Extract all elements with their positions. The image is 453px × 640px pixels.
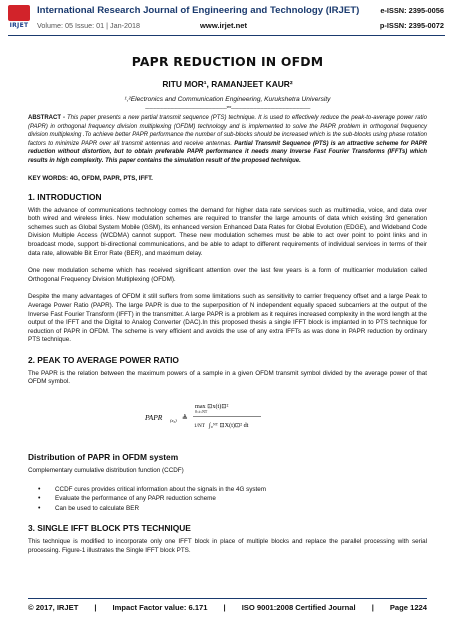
section-heading-papr: 2. PEAK TO AVERAGE POWER RATIO <box>28 354 179 365</box>
journal-header <box>0 0 453 40</box>
list-item: • CCDF cures provides critical information about the signals in the 4G system <box>28 485 427 495</box>
paper-body <box>28 50 427 565</box>
footer-copyright: © 2017, IRJET <box>28 603 79 612</box>
abstract-text: This paper presents a new partial transmit sequence (PTS) technique. It is used to effectively reduce the peak-to-average power ratio (PAPR) in orthogonal frequency division multiplexing (OFDM) technology and is implemented to solve the PAPR problem in orthogonal frequency division multiplexing .To achieve better PAPR performance the number of sub-blocks should be increased which is the sub-blocks using phase rotation factors to minimize PAPR over all transmit antennas and receive antennas. <box>28 115 427 147</box>
list-item: • Can be used to calculate BER <box>28 504 427 514</box>
subsection-heading-distribution: Distribution of PAPR in OFDM system <box>28 452 179 463</box>
abstract <box>28 114 427 166</box>
papr-paragraph: The PAPR is the relation between the maximum powers of a sample in a given OFDM transmit symbol divided by the average power of that OFDM symbol. <box>28 369 427 386</box>
footer-divider <box>28 598 427 599</box>
journal-website-link[interactable]: www.irjet.net <box>200 21 247 30</box>
footer-iso: ISO 9001:2008 Certified Journal <box>241 603 356 612</box>
formula-defeq: ≜ <box>181 414 188 423</box>
section-heading-single-ifft: 3. SINGLE IFFT BLOCK PTS TECHNIQUE <box>28 523 191 534</box>
abstract-separator: ----------------------------------------------------------------------***-------------------------------------------------------------------- <box>144 106 311 112</box>
papr-equation <box>143 397 313 437</box>
author-affiliation: ¹,²Electronics and Communication Engineering, Kurukshetra University <box>124 96 331 103</box>
irjet-logo <box>8 5 30 31</box>
formula-lhs-sub: (x₀) <box>169 418 177 424</box>
footer-page-number: Page 1224 <box>389 603 427 612</box>
e-issn: e-ISSN: 2395-0056 <box>380 6 444 15</box>
logo-text: IRJET <box>9 22 29 29</box>
formula-numerator: max ⊡x(t)⊡² <box>194 403 228 411</box>
intro-paragraph-1: With the advance of communications technology comes the demand for higher data rate services such as multimedia, voice, and data over both wired and wireless links. New modulation schemes are required to transfer the large amounts of data which existing 3rd generation schemes such as Global System Mobile (GSM), its enhanced version Enhanced Data Rates for Global Evolution (EDGE), and Wideband Code Division Multiple Access (WCDMA) cannot support. These new modulation schemes must be able to act over point to point links and in broadcast mode, support bi-directional communications, and be able to adapt to different requirements of individual services in terms of their data rate, allowable Bit Error Rate (BER), and maximum delay. <box>28 206 427 257</box>
abstract-label: ABSTRACT - <box>28 115 68 121</box>
logo-emblem-icon <box>8 5 30 21</box>
header-divider <box>8 35 445 36</box>
footer-sep: | <box>223 603 226 612</box>
paper-authors: RITU MOR¹, RAMANJEET KAUR² <box>162 79 293 89</box>
formula-lhs: PAPR <box>144 413 162 423</box>
formula-denominator: ∫₀ᴺᵀ ⊡X(t)⊡² dt <box>208 422 248 430</box>
page-footer <box>28 598 427 612</box>
single-ifft-paragraph: This technique is modified to incorporate only one IFFT block in place of multiple blocks and replace the parallel processing with serial processing. Figure-1 illustrates the Single IFFT block PTS. <box>28 538 427 555</box>
list-item: • Evaluate the performance of any PAPR reduction scheme <box>28 494 427 504</box>
footer-impact-factor: Impact Factor value: 6.171 <box>112 603 208 612</box>
ccdf-paragraph: Complementary cumulative distribution function (CCDF) <box>28 467 184 475</box>
footer-sep: | <box>94 603 97 612</box>
formula-numerator-sub: 0≤t≤NT <box>194 410 207 415</box>
formula-denominator-fraction: 1/NT <box>193 423 205 430</box>
intro-paragraph-2: One new modulation scheme which has received significant attention over the last few years is a form of multicarrier modulation called Orthogonal Frequency Division Multiplexing (OFDM). <box>28 267 427 283</box>
p-issn: p-ISSN: 2395-0072 <box>379 21 444 30</box>
paper-title: PAPR REDUCTION IN OFDM <box>131 54 324 69</box>
footer-sep: | <box>371 603 374 612</box>
papr-formula <box>28 397 427 442</box>
ccdf-bullet-list <box>28 485 427 514</box>
intro-paragraph-3: Despite the many advantages of OFDM it still suffers from some limitations such as sensitivity to carrier frequency offset and a large Peak to Average Power Ratio (PAPR). The large PAPR is due to the superposition of N independent equally spaced subcarriers at the output of the Inverse Fast Fourier Transform (IFFT) in the transmitter. A large PAPR is a problem as it requires increased complexity in the word length at the output of the IFFT and the Digital to Analog Converter (DAC).In this proposed thesis a single IFFT block is implanted in to PTS technique for reduction of PAPR in OFDM. The scheme is very efficient and avoids the use of any extra IFFTs as was done in PAPR reduction by ordinary PTS technique. <box>28 293 427 344</box>
abstract-bold-text: Partial Transmit Sequence (PTS) is an attractive scheme for PAPR reduction without distortion, but to obtain preferable PAPR performance it needs many Inverse Fast Fourier Transforms (IFFTs) which results in high complexity. This paper contains the simulation result of the proposed technique. <box>28 140 428 164</box>
volume-issue: Volume: 05 Issue: 01 | Jan-2018 <box>37 21 140 30</box>
journal-title: International Research Journal of Engineering and Technology (IRJET) <box>37 5 360 16</box>
section-heading-introduction: 1. INTRODUCTION <box>28 191 102 202</box>
keywords: KEY WORDS: 4G, OFDM, PAPR, PTS, IFFT. <box>28 174 153 182</box>
